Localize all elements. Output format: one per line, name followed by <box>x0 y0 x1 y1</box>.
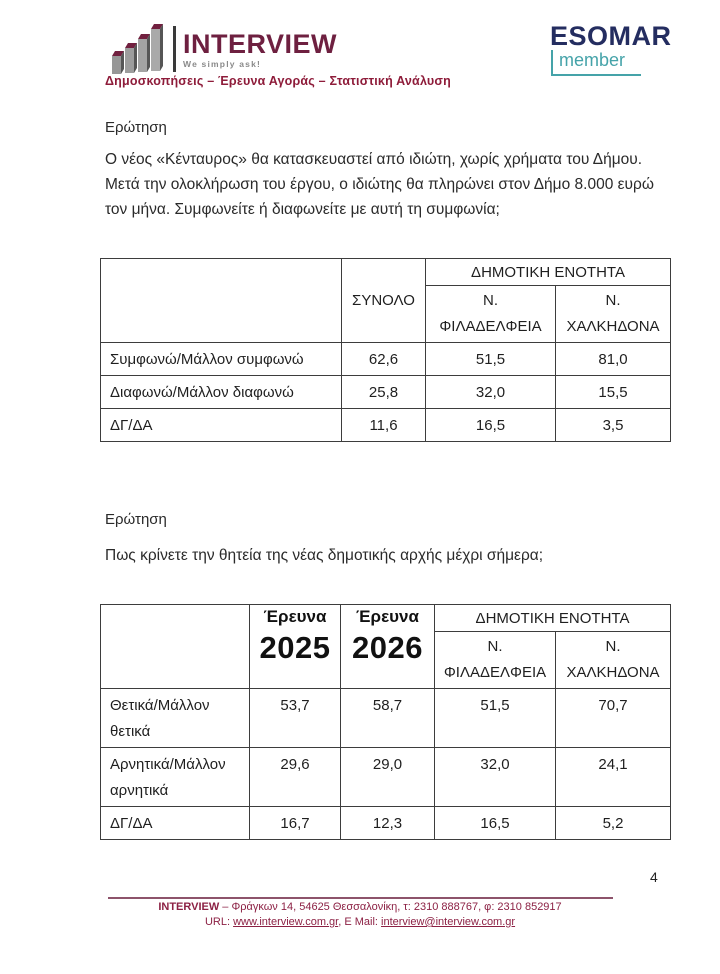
table-row <box>101 376 671 409</box>
footer-url-link[interactable]: www.interview.com.gr <box>233 916 339 928</box>
esomar-member-label: member <box>551 50 641 76</box>
sub-header-line: Ν. <box>605 638 621 655</box>
value-cell: 51,5 <box>435 689 556 748</box>
value-cell: 29,0 <box>341 748 435 807</box>
footer-divider <box>108 897 613 899</box>
value-cell: 29,6 <box>250 748 341 807</box>
row-label: ΔΓ/ΔΑ <box>101 409 342 442</box>
question1-label: Ερώτηση <box>105 119 167 136</box>
row-label: ΔΓ/ΔΑ <box>101 807 250 840</box>
logo-tagline: We simply ask! <box>183 59 262 69</box>
footer <box>100 900 620 930</box>
sub-header-line: Ν. <box>483 292 498 309</box>
footer-address-line <box>100 900 620 915</box>
filadelfeia-column-header <box>435 632 556 689</box>
brand-subtitle: Δημοσκοπήσεις – Έρευνα Αγοράς – Στατιστική Ανάλυση <box>105 74 451 88</box>
value-cell: 15,5 <box>556 376 671 409</box>
row-label: Αρνητικά/Μάλλον αρνητικά <box>101 748 250 807</box>
question2-text: Πως κρίνετε την θητεία της νέας δημοτικής αρχής μέχρι σήμερα; <box>105 547 544 564</box>
group-column-header: ΔΗΜΟΤΙΚΗ ΕΝΟΤΗΤΑ <box>426 259 671 286</box>
logo-wordmark: INTERVIEW <box>183 29 338 59</box>
table-row <box>101 748 671 807</box>
blank-corner-cell <box>101 605 250 689</box>
value-cell: 70,7 <box>556 689 671 748</box>
value-cell: 51,5 <box>426 343 556 376</box>
table-row <box>101 605 671 632</box>
survey-year: 2026 <box>352 630 423 665</box>
value-cell: 24,1 <box>556 748 671 807</box>
value-cell: 16,7 <box>250 807 341 840</box>
footer-address: – Φράγκων 14, 54625 Θεσσαλονίκη, τ: 2310 888767, φ: 2310 852917 <box>219 901 562 913</box>
table-row <box>101 807 671 840</box>
esomar-logo <box>550 22 672 76</box>
table-row <box>101 409 671 442</box>
value-cell: 81,0 <box>556 343 671 376</box>
survey-year: 2025 <box>259 630 331 665</box>
survey-2026-column-header <box>341 605 435 689</box>
chalkidona-column-header <box>556 286 671 343</box>
interview-logo <box>112 16 337 76</box>
blank-corner-cell <box>101 259 342 343</box>
value-cell: 25,8 <box>342 376 426 409</box>
logo-divider <box>173 26 176 72</box>
group-column-header: ΔΗΜΟΤΙΚΗ ΕΝΟΤΗΤΑ <box>435 605 671 632</box>
value-cell: 62,6 <box>342 343 426 376</box>
footer-company: INTERVIEW <box>158 901 220 913</box>
value-cell: 11,6 <box>342 409 426 442</box>
value-cell: 32,0 <box>435 748 556 807</box>
footer-url-label: URL: <box>204 916 234 928</box>
sub-header-line: ΧΑΛΚΗΔΟΝΑ <box>566 664 660 681</box>
logo-text <box>183 23 337 69</box>
value-cell: 3,5 <box>556 409 671 442</box>
agreement-results-table <box>100 258 671 442</box>
question1-text: Ο νέος «Κένταυρος» θα κατασκευαστεί από ιδιώτη, χωρίς χρήματα του Δήμου. Μετά την ολοκλήρωση του έργου, ο ιδιώτης θα πληρώνει στον Δήμο 8.000 ευρώ τον μήνα. Συμφωνείτε ή διαφωνείτε με αυτή τη συμφωνία; <box>105 151 654 218</box>
value-cell: 58,7 <box>341 689 435 748</box>
bar-chart-logo-icon <box>112 16 168 76</box>
row-label: Συμφωνώ/Μάλλον συμφωνώ <box>101 343 342 376</box>
page-number: 4 <box>650 869 658 885</box>
survey-label: Έρευνα <box>356 607 419 626</box>
footer-email-link[interactable]: interview@interview.com.gr <box>381 916 516 928</box>
sub-header-line: Ν. <box>487 638 503 655</box>
filadelfeia-column-header <box>426 286 556 343</box>
table-row <box>101 689 671 748</box>
value-cell: 32,0 <box>426 376 556 409</box>
chalkidona-column-header <box>556 632 671 689</box>
row-label: Διαφωνώ/Μάλλον διαφωνώ <box>101 376 342 409</box>
survey-2025-column-header <box>250 605 341 689</box>
sub-header-line: ΦΙΛΑΔΕΛΦΕΙΑ <box>439 318 542 335</box>
survey-label: Έρευνα <box>263 607 327 626</box>
footer-contact-line <box>100 915 620 930</box>
table-row <box>101 343 671 376</box>
footer-email-label: , E Mail: <box>338 916 382 928</box>
table-row <box>101 259 671 286</box>
row-label: Θετικά/Μάλλον θετικά <box>101 689 250 748</box>
question2-label: Ερώτηση <box>105 511 167 528</box>
value-cell: 53,7 <box>250 689 341 748</box>
sub-header-line: ΦΙΛΑΔΕΛΦΕΙΑ <box>443 664 547 681</box>
value-cell: 5,2 <box>556 807 671 840</box>
sub-header-line: ΧΑΛΚΗΔΟΝΑ <box>566 318 660 335</box>
value-cell: 12,3 <box>341 807 435 840</box>
sub-header-line: Ν. <box>605 292 621 309</box>
esomar-wordmark: ESOMAR <box>550 21 672 51</box>
total-column-header: ΣΥΝΟΛΟ <box>342 259 426 343</box>
assessment-results-table <box>100 604 671 840</box>
value-cell: 16,5 <box>435 807 556 840</box>
value-cell: 16,5 <box>426 409 556 442</box>
